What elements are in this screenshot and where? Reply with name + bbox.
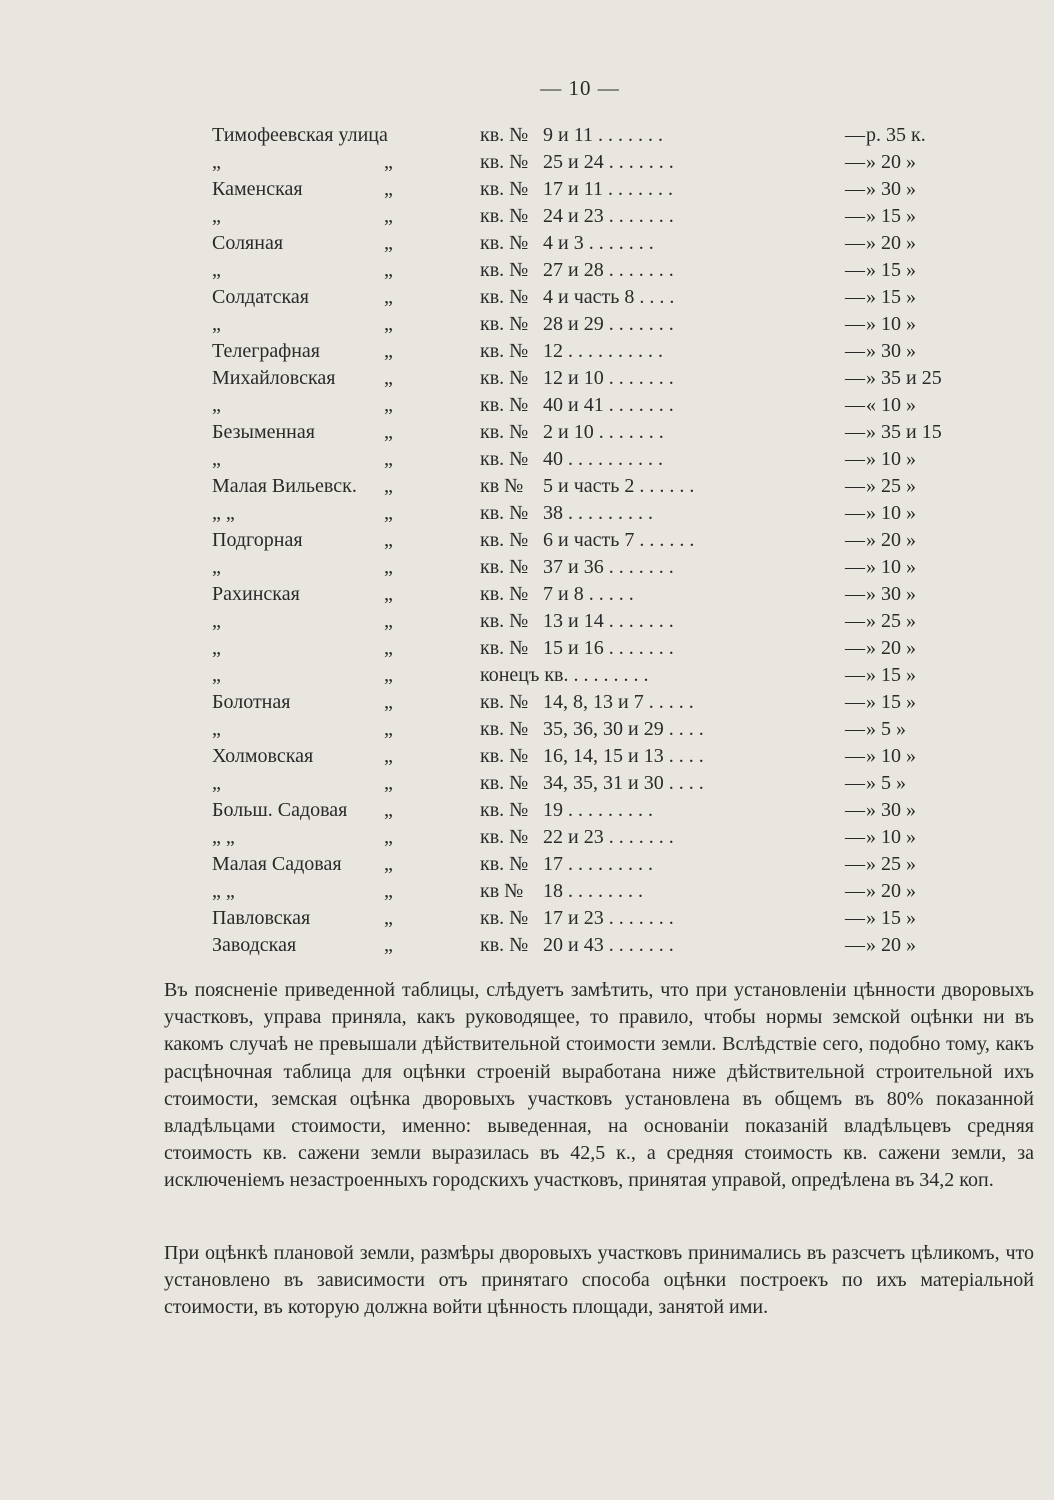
table-row: [0, 203, 1054, 230]
cell-kv: кв. №: [480, 178, 529, 200]
valuation-table: [0, 122, 1054, 959]
cell-price: » 15 »: [866, 664, 916, 686]
cell-num: 35, 36, 30 и 29 . . . .: [543, 718, 704, 740]
cell-price: » 20 »: [866, 637, 916, 659]
cell-street: Подгорная: [212, 529, 303, 551]
cell-street: „ „: [212, 880, 235, 902]
cell-street: Каменская: [212, 178, 303, 200]
cell-dash: —: [845, 772, 865, 794]
cell-dash: —: [845, 124, 865, 146]
cell-dash: —: [845, 664, 865, 686]
cell-dash: —: [845, 637, 865, 659]
cell-num: 25 и 24 . . . . . . .: [543, 151, 674, 173]
cell-kv: кв. №: [480, 367, 529, 389]
cell-num: 7 и 8 . . . . .: [543, 583, 634, 605]
cell-ditto: „: [384, 151, 393, 173]
cell-street: Павловская: [212, 907, 311, 929]
cell-ditto: „: [384, 799, 393, 821]
cell-price: » 25 »: [866, 610, 916, 632]
cell-dash: —: [845, 151, 865, 173]
table-row: [0, 311, 1054, 338]
cell-dash: —: [845, 718, 865, 740]
table-row: [0, 797, 1054, 824]
cell-ditto: „: [384, 610, 393, 632]
cell-num: 12 . . . . . . . . . .: [543, 340, 663, 362]
cell-dash: —: [845, 610, 865, 632]
cell-price: » 20 »: [866, 880, 916, 902]
cell-num: 24 и 23 . . . . . . .: [543, 205, 674, 227]
cell-price: » 20 »: [866, 529, 916, 551]
cell-ditto: „: [384, 178, 393, 200]
cell-ditto: „: [384, 286, 393, 308]
cell-kv: кв. №: [480, 934, 529, 956]
table-row: [0, 635, 1054, 662]
cell-dash: —: [845, 745, 865, 767]
cell-street: Тимофеевская улица: [212, 124, 388, 146]
cell-num: 15 и 16 . . . . . . .: [543, 637, 674, 659]
table-row: [0, 905, 1054, 932]
cell-price: » 20 »: [866, 232, 916, 254]
cell-ditto: „: [384, 340, 393, 362]
cell-kv: кв. №: [480, 502, 529, 524]
cell-kv: кв. №: [480, 340, 529, 362]
cell-dash: —: [845, 286, 865, 308]
cell-dash: —: [845, 448, 865, 470]
cell-kv: кв. №: [480, 448, 529, 470]
cell-num: 37 и 36 . . . . . . .: [543, 556, 674, 578]
cell-ditto: „: [384, 880, 393, 902]
cell-num: 17 и 11 . . . . . . .: [543, 178, 673, 200]
cell-kv: конецъ кв. . . . . . . . .: [480, 664, 649, 686]
cell-ditto: „: [384, 502, 393, 524]
cell-kv: кв. №: [480, 205, 529, 227]
cell-dash: —: [845, 556, 865, 578]
cell-street: „: [212, 259, 221, 281]
cell-street: „: [212, 556, 221, 578]
cell-street: „ „: [212, 826, 235, 848]
page-number: — 10 —: [540, 76, 620, 100]
cell-kv: кв. №: [480, 151, 529, 173]
cell-dash: —: [845, 529, 865, 551]
cell-price: » 5 »: [866, 772, 906, 794]
cell-dash: —: [845, 313, 865, 335]
cell-ditto: „: [384, 475, 393, 497]
cell-kv: кв. №: [480, 799, 529, 821]
cell-dash: —: [845, 367, 865, 389]
table-row: [0, 365, 1054, 392]
cell-dash: —: [845, 853, 865, 875]
cell-dash: —: [845, 691, 865, 713]
cell-dash: —: [845, 934, 865, 956]
table-row: [0, 716, 1054, 743]
cell-price: » 10 »: [866, 826, 916, 848]
cell-kv: кв. №: [480, 853, 529, 875]
cell-street: „: [212, 718, 221, 740]
cell-kv: кв. №: [480, 421, 529, 443]
cell-street: Солдатская: [212, 286, 309, 308]
cell-street: Рахинская: [212, 583, 300, 605]
table-row: [0, 527, 1054, 554]
cell-price: » 5 »: [866, 718, 906, 740]
cell-ditto: „: [384, 259, 393, 281]
cell-num: 16, 14, 15 и 13 . . . .: [543, 745, 704, 767]
cell-ditto: „: [384, 745, 393, 767]
cell-street: „: [212, 151, 221, 173]
cell-ditto: „: [384, 934, 393, 956]
cell-price: » 35 и 15: [866, 421, 942, 443]
cell-price: » 10 »: [866, 448, 916, 470]
cell-kv: кв. №: [480, 907, 529, 929]
cell-ditto: „: [384, 529, 393, 551]
cell-ditto: „: [384, 907, 393, 929]
cell-num: 38 . . . . . . . . .: [543, 502, 653, 524]
cell-num: 9 и 11 . . . . . . .: [543, 124, 663, 146]
cell-kv: кв. №: [480, 232, 529, 254]
cell-street: Малая Садовая: [212, 853, 342, 875]
cell-kv: кв. №: [480, 772, 529, 794]
cell-street: Больш. Садовая: [212, 799, 348, 821]
cell-kv: кв. №: [480, 691, 529, 713]
table-row: [0, 932, 1054, 959]
cell-ditto: „: [384, 421, 393, 443]
cell-price: » 10 »: [866, 313, 916, 335]
cell-street: Соляная: [212, 232, 284, 254]
cell-price: » 15 »: [866, 259, 916, 281]
cell-price: » 30 »: [866, 340, 916, 362]
cell-price: » 25 »: [866, 853, 916, 875]
cell-price: » 15 »: [866, 907, 916, 929]
cell-price: р. 35 к.: [866, 124, 926, 146]
cell-num: 18 . . . . . . . .: [543, 880, 643, 902]
table-row: [0, 338, 1054, 365]
table-row: [0, 473, 1054, 500]
cell-street: Холмовская: [212, 745, 314, 767]
cell-street: „: [212, 772, 221, 794]
cell-dash: —: [845, 340, 865, 362]
cell-num: 19 . . . . . . . . .: [543, 799, 653, 821]
table-row: [0, 176, 1054, 203]
cell-price: » 10 »: [866, 556, 916, 578]
table-row: [0, 392, 1054, 419]
cell-price: » 30 »: [866, 178, 916, 200]
cell-num: 20 и 43 . . . . . . .: [543, 934, 674, 956]
cell-price: » 30 »: [866, 799, 916, 821]
table-row: [0, 581, 1054, 608]
cell-ditto: „: [384, 448, 393, 470]
cell-ditto: „: [384, 232, 393, 254]
cell-dash: —: [845, 880, 865, 902]
cell-num: 14, 8, 13 и 7 . . . . .: [543, 691, 694, 713]
table-row: [0, 608, 1054, 635]
cell-dash: —: [845, 799, 865, 821]
cell-street: Михайловская: [212, 367, 336, 389]
cell-kv: кв №: [480, 475, 524, 497]
cell-price: » 15 »: [866, 205, 916, 227]
cell-num: 22 и 23 . . . . . . .: [543, 826, 674, 848]
cell-ditto: „: [384, 691, 393, 713]
cell-num: 12 и 10 . . . . . . .: [543, 367, 674, 389]
cell-ditto: „: [384, 583, 393, 605]
cell-ditto: „: [384, 637, 393, 659]
cell-dash: —: [845, 394, 865, 416]
table-row: [0, 230, 1054, 257]
cell-dash: —: [845, 502, 865, 524]
cell-ditto: „: [384, 664, 393, 686]
cell-ditto: „: [384, 367, 393, 389]
cell-num: 28 и 29 . . . . . . .: [543, 313, 674, 335]
cell-num: 6 и часть 7 . . . . . .: [543, 529, 695, 551]
cell-kv: кв. №: [480, 259, 529, 281]
cell-street: „: [212, 394, 221, 416]
cell-street: „: [212, 448, 221, 470]
cell-num: 34, 35, 31 и 30 . . . .: [543, 772, 704, 794]
table-row: [0, 284, 1054, 311]
cell-street: „: [212, 205, 221, 227]
cell-price: » 15 »: [866, 691, 916, 713]
cell-dash: —: [845, 475, 865, 497]
cell-num: 5 и часть 2 . . . . . .: [543, 475, 695, 497]
cell-ditto: „: [384, 718, 393, 740]
table-row: [0, 662, 1054, 689]
cell-num: 17 и 23 . . . . . . .: [543, 907, 674, 929]
cell-price: » 25 »: [866, 475, 916, 497]
cell-num: 27 и 28 . . . . . . .: [543, 259, 674, 281]
table-row: [0, 770, 1054, 797]
cell-ditto: „: [384, 205, 393, 227]
cell-kv: кв. №: [480, 718, 529, 740]
table-row: [0, 500, 1054, 527]
cell-ditto: „: [384, 853, 393, 875]
cell-price: » 10 »: [866, 745, 916, 767]
cell-street: Заводская: [212, 934, 297, 956]
cell-dash: —: [845, 826, 865, 848]
cell-street: Малая Вильевск.: [212, 475, 357, 497]
table-row: [0, 824, 1054, 851]
cell-kv: кв. №: [480, 556, 529, 578]
table-row: [0, 878, 1054, 905]
table-row: [0, 419, 1054, 446]
cell-dash: —: [845, 583, 865, 605]
table-row: [0, 554, 1054, 581]
cell-street: „: [212, 664, 221, 686]
cell-kv: кв. №: [480, 610, 529, 632]
cell-num: 4 и часть 8 . . . .: [543, 286, 675, 308]
cell-price: » 20 »: [866, 151, 916, 173]
cell-price: » 35 и 25: [866, 367, 942, 389]
cell-dash: —: [845, 259, 865, 281]
cell-price: » 10 »: [866, 502, 916, 524]
table-row: [0, 257, 1054, 284]
table-row: [0, 149, 1054, 176]
cell-kv: кв. №: [480, 124, 529, 146]
cell-ditto: „: [384, 313, 393, 335]
cell-street: Безыменная: [212, 421, 315, 443]
table-row: [0, 743, 1054, 770]
cell-kv: кв. №: [480, 394, 529, 416]
cell-kv: кв. №: [480, 313, 529, 335]
paragraph-explanation: Въ поясненіе приведенной таблицы, слѣдуетъ замѣтить, что при установленіи цѣнности дворовыхъ участковъ, управа приняла, какъ руководящее, то правило, чтобы нормы земской оцѣнки ни въ какомъ случаѣ не превышали дѣйствительной стоимости земли. Вслѣдствіе сего, подобно тому, какъ расцѣночная таблица для оцѣнки строеній выработана ниже дѣйствительной строительной ихъ стоимости, земская оцѣнка дворовыхъ участковъ установлена въ общемъ въ 80% показанной владѣльцами стоимости, именно: выведенная, на основаніи показаній владѣльцевъ средняя стоимость кв. сажени земли выразилась въ 42,5 к., а средняя стоимость кв. сажени земли, за исключеніемъ незастроенныхъ городскихъ участковъ, принятая управой, опредѣлена въ 34,2 коп.: [164, 979, 1034, 1192]
paragraph-plan-land: При оцѣнкѣ плановой земли, размѣры дворовыхъ участковъ принимались въ разсчетъ цѣликомъ, что установлено въ зависимости отъ принятаго способа оцѣнки построекъ по ихъ матеріальной стоимости, въ которую должна войти цѣнность площади, занятой ими.: [164, 1242, 1034, 1319]
cell-kv: кв. №: [480, 637, 529, 659]
cell-street: „: [212, 610, 221, 632]
cell-price: » 30 »: [866, 583, 916, 605]
cell-num: 40 . . . . . . . . . .: [543, 448, 663, 470]
cell-ditto: „: [384, 826, 393, 848]
cell-dash: —: [845, 907, 865, 929]
cell-street: „: [212, 313, 221, 335]
cell-ditto: „: [384, 772, 393, 794]
cell-price: « 10 »: [866, 394, 916, 416]
cell-num: 17 . . . . . . . . .: [543, 853, 653, 875]
cell-kv: кв. №: [480, 529, 529, 551]
table-row: [0, 122, 1054, 149]
cell-dash: —: [845, 232, 865, 254]
cell-kv: кв. №: [480, 583, 529, 605]
cell-street: „: [212, 637, 221, 659]
cell-ditto: „: [384, 394, 393, 416]
table-row: [0, 851, 1054, 878]
cell-price: » 20 »: [866, 934, 916, 956]
table-row: [0, 446, 1054, 473]
cell-kv: кв. №: [480, 826, 529, 848]
cell-num: 2 и 10 . . . . . . .: [543, 421, 664, 443]
cell-num: 13 и 14 . . . . . . .: [543, 610, 674, 632]
cell-num: 4 и 3 . . . . . . .: [543, 232, 654, 254]
cell-dash: —: [845, 421, 865, 443]
cell-dash: —: [845, 178, 865, 200]
cell-street: „ „: [212, 502, 235, 524]
table-row: [0, 689, 1054, 716]
cell-street: Болотная: [212, 691, 291, 713]
cell-kv: кв №: [480, 880, 524, 902]
cell-street: Телеграфная: [212, 340, 321, 362]
cell-price: » 15 »: [866, 286, 916, 308]
cell-kv: кв. №: [480, 286, 529, 308]
cell-kv: кв. №: [480, 745, 529, 767]
cell-ditto: „: [384, 556, 393, 578]
cell-num: 40 и 41 . . . . . . .: [543, 394, 674, 416]
cell-dash: —: [845, 205, 865, 227]
